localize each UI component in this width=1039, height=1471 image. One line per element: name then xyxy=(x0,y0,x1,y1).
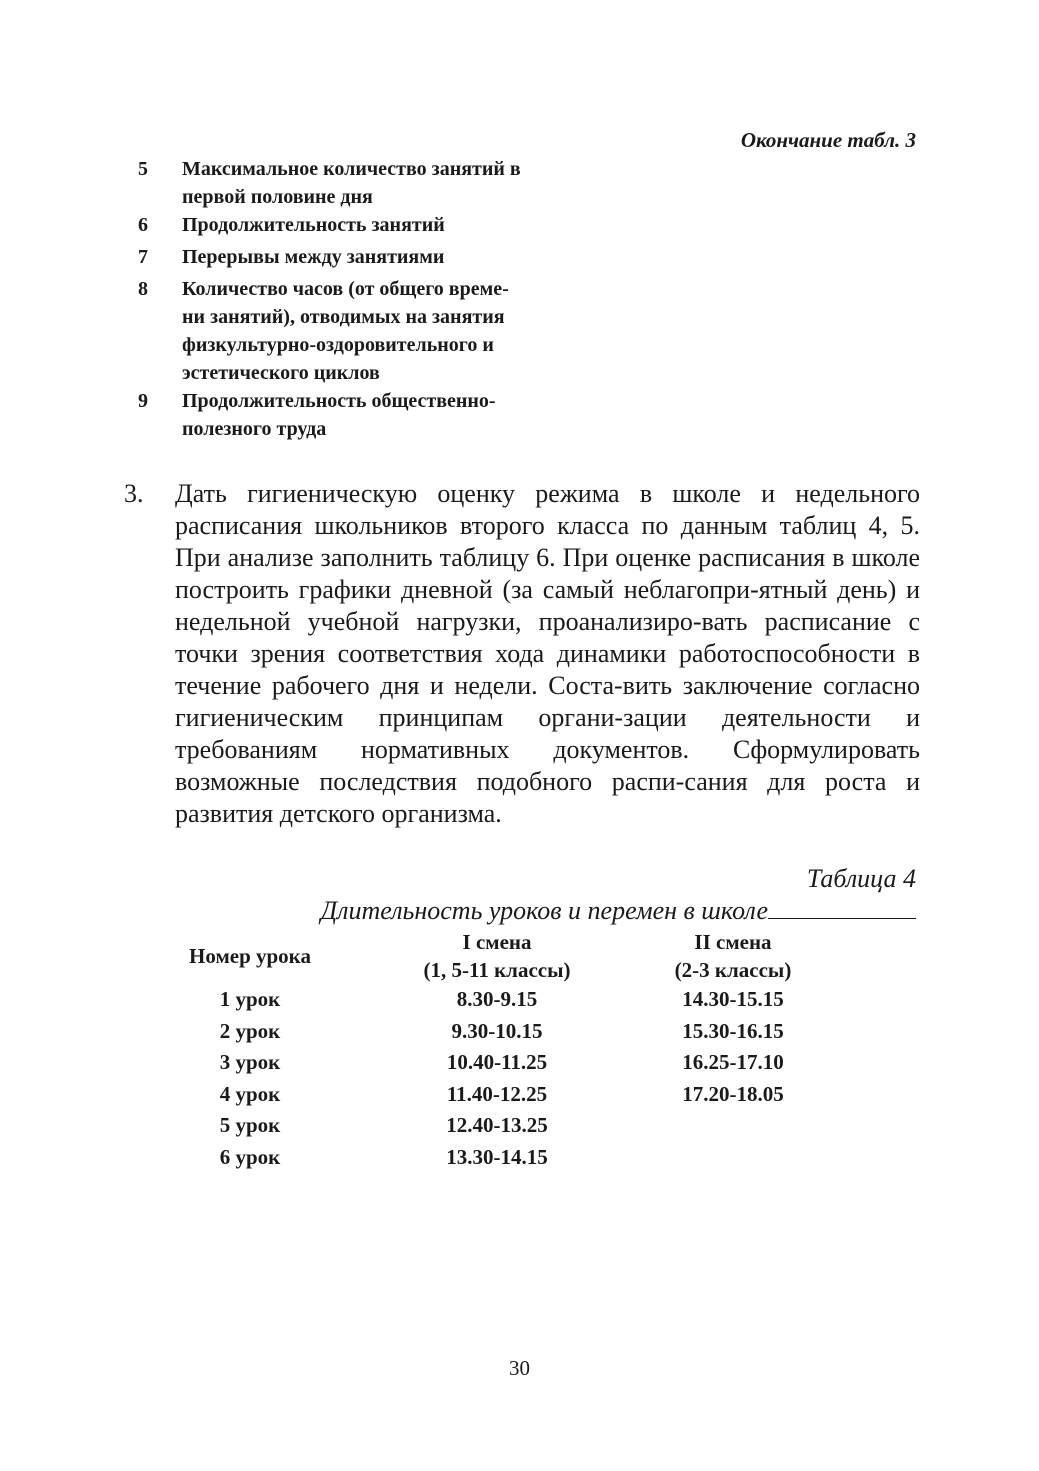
criteria-line: Продолжительность общественно- xyxy=(182,390,496,412)
criteria-number: 6 xyxy=(138,214,148,236)
criteria-number: 9 xyxy=(138,390,148,412)
criteria-line: первой половине дня xyxy=(182,186,373,208)
header-shift-2: II смена xyxy=(694,930,772,954)
criteria-line: полезного труда xyxy=(182,418,327,440)
cell-lesson: 1 урок xyxy=(219,987,281,1011)
cell-shift-1: 9.30-10.15 xyxy=(451,1018,543,1043)
criteria-line: Количество часов (от общего време- xyxy=(182,278,509,300)
table-row xyxy=(150,1016,822,1048)
criteria-item xyxy=(128,155,608,211)
table-row xyxy=(150,1079,822,1111)
criteria-text xyxy=(182,243,608,271)
cell-shift-2 xyxy=(644,1142,822,1174)
table-row xyxy=(150,984,822,1016)
blank-line xyxy=(768,896,916,919)
criteria-number: 8 xyxy=(138,278,148,300)
table-row xyxy=(150,1047,822,1079)
table-title-text: Длительность уроков и перемен в школе xyxy=(320,896,768,925)
cell-shift-1: 13.30-14.15 xyxy=(446,1144,548,1169)
cell-lesson: 4 урок xyxy=(219,1081,281,1106)
cell-shift-1: 12.40-13.25 xyxy=(446,1113,548,1137)
cell-shift-2: 14.30-15.15 xyxy=(682,987,784,1011)
table-label: Таблица 4 xyxy=(806,864,916,893)
criteria-line: ни занятий), отводимых на занятия xyxy=(182,306,505,328)
criteria-line: Продолжительность занятий xyxy=(182,214,445,236)
criteria-item xyxy=(128,387,608,443)
table-continuation-caption: Окончание табл. 3 xyxy=(740,128,916,152)
cell-shift-1: 10.40-11.25 xyxy=(446,1050,548,1074)
table-title xyxy=(220,896,916,926)
header-lesson-number: Номер урока xyxy=(189,944,311,968)
criteria-text xyxy=(182,155,608,211)
cell-lesson: 3 урок xyxy=(219,1050,281,1074)
criteria-item xyxy=(128,275,608,387)
task-3 xyxy=(124,478,920,830)
criteria-text xyxy=(182,275,608,387)
criteria-line: Перерывы между занятиями xyxy=(182,246,445,268)
cell-shift-2: 16.25-17.10 xyxy=(682,1050,784,1074)
criteria-item xyxy=(128,243,608,271)
criteria-line: физкультурно-оздоровительного и xyxy=(182,334,494,356)
criteria-number: 5 xyxy=(138,158,148,180)
cell-lesson: 2 урок xyxy=(219,1018,281,1043)
cell-shift-1: 11.40-12.25 xyxy=(446,1081,548,1106)
table-row xyxy=(150,1110,822,1142)
table-header-row xyxy=(150,928,822,956)
criteria-item xyxy=(128,211,608,239)
task-number: 3. xyxy=(124,479,144,508)
header-shift-1-classes: (1, 5-11 классы) xyxy=(423,958,571,982)
lesson-schedule-table xyxy=(150,928,822,1173)
cell-lesson: 5 урок xyxy=(219,1113,281,1137)
table-row xyxy=(150,1142,822,1174)
criteria-text xyxy=(182,211,608,239)
criteria-list xyxy=(128,155,608,443)
cell-shift-2: 17.20-18.05 xyxy=(682,1081,784,1106)
header-shift-2-classes: (2-3 классы) xyxy=(674,958,792,982)
task-text: Дать гигиеническую оценку режима в школе и недельного расписания школьников второго класса по данным таблиц 4, 5. При анализе заполнить таблицу 6. При оценке расписания в школе построить графики дневной (за самый неблагопри-ятный день) и недельной учебной нагрузки, проанализиро-вать расписание с точки зрения соответствия хода динамики работоспособности в течение рабочего дня и недели. Соста-вить заключение согласно гигиеническим принципам органи-зации деятельности и требованиям нормативных документов. Сформулировать возможные последствия подобного распи-сания для роста и развития детского организма. xyxy=(175,479,920,828)
criteria-line: Максимальное количество занятий в xyxy=(182,158,521,180)
criteria-number: 7 xyxy=(138,246,148,268)
page-number: 30 xyxy=(509,1356,530,1380)
criteria-line: эстетического циклов xyxy=(182,362,380,384)
cell-shift-2: 15.30-16.15 xyxy=(682,1018,784,1043)
cell-shift-2 xyxy=(644,1110,822,1142)
criteria-text xyxy=(182,387,608,443)
cell-lesson: 6 урок xyxy=(219,1144,281,1169)
header-shift-1: I смена xyxy=(462,930,532,954)
cell-shift-1: 8.30-9.15 xyxy=(456,987,538,1011)
